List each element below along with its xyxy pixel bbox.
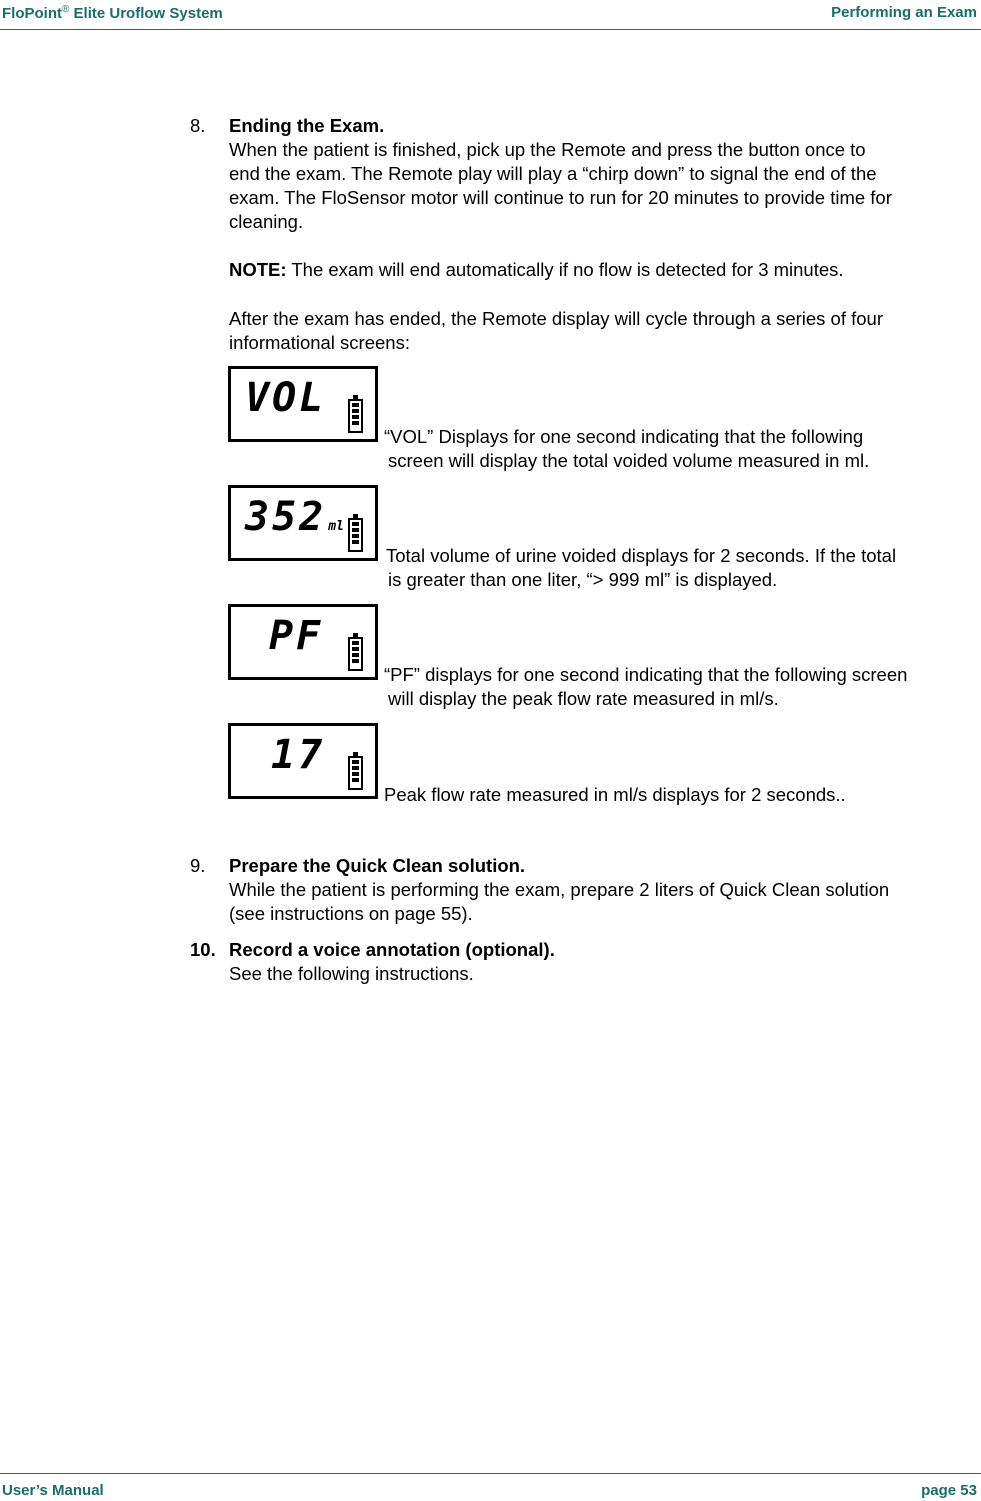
screen-description-line: is greater than one liter, “> 999 ml” is displayed. — [388, 569, 778, 590]
step-10-body: See the following instructions. — [229, 963, 474, 984]
lcd-screen-peak-flow-image — [228, 723, 378, 799]
step-8-note — [229, 258, 844, 282]
step-8-body-line: exam. The FloSensor motor will continue to run for 20 minutes to provide time for — [229, 187, 892, 208]
footer-page-number: page 53 — [921, 1482, 977, 1499]
note-text: The exam will end automatically if no flow is detected for 3 minutes. — [286, 259, 844, 280]
screen-description-line: Total volume of urine voided displays for 2 seconds. If the total — [386, 545, 897, 566]
step-8-body-line: cleaning. — [229, 211, 304, 232]
screen-description-line: will display the peak flow rate measured in ml/s. — [388, 688, 779, 709]
step-8-after-line: informational screens: — [229, 332, 410, 353]
lcd-display-text: 17 — [271, 732, 326, 778]
note-label: NOTE: — [229, 259, 287, 280]
step-10-title: Record a voice annotation (optional). — [229, 939, 555, 960]
step-8-number: 8. — [190, 115, 206, 136]
battery-icon — [348, 518, 363, 552]
step-9-body-line: (see instructions on page 55). — [229, 903, 473, 924]
screen-description-line: screen will display the total voided volume measured in ml. — [388, 450, 870, 471]
lcd-unit-text: ml — [328, 519, 344, 534]
step-8-after-line: After the exam has ended, the Remote display will cycle through a series of four — [229, 308, 884, 329]
lcd-display-text: 352 ml — [245, 494, 344, 540]
lcd-display-text: PF — [269, 613, 324, 659]
footer-manual-label: User’s Manual — [2, 1482, 104, 1499]
lcd-screen-volume-image — [228, 485, 378, 561]
step-10-number: 10. — [190, 939, 216, 960]
header-section-title: Performing an Exam — [831, 4, 977, 21]
lcd-screen-vol-image — [228, 366, 378, 442]
page-header — [0, 0, 981, 30]
screen-description-line: “VOL” Displays for one second indicating that the following — [384, 426, 864, 447]
step-9-number: 9. — [190, 855, 206, 876]
battery-icon — [348, 637, 363, 671]
step-8-body-line: end the exam. The Remote play will play a “chirp down” to signal the end of the — [229, 163, 877, 184]
header-product-title: FloPoint® Elite Uroflow System — [2, 4, 223, 22]
lcd-screen-pf-image — [228, 604, 378, 680]
screen-description-line: Peak flow rate measured in ml/s displays for 2 seconds.. — [384, 784, 846, 805]
lcd-display-text: VOL — [245, 375, 327, 421]
step-8-body-line: When the patient is finished, pick up the Remote and press the button once to — [229, 139, 866, 160]
battery-icon — [348, 399, 363, 433]
screen-description-line: “PF” displays for one second indicating that the following screen — [384, 664, 908, 685]
step-9-title: Prepare the Quick Clean solution. — [229, 855, 526, 876]
step-9-body-line: While the patient is performing the exam, prepare 2 liters of Quick Clean solution — [229, 879, 890, 900]
battery-icon — [348, 756, 363, 790]
page-footer — [0, 1473, 981, 1501]
step-8-title: Ending the Exam. — [229, 115, 385, 136]
